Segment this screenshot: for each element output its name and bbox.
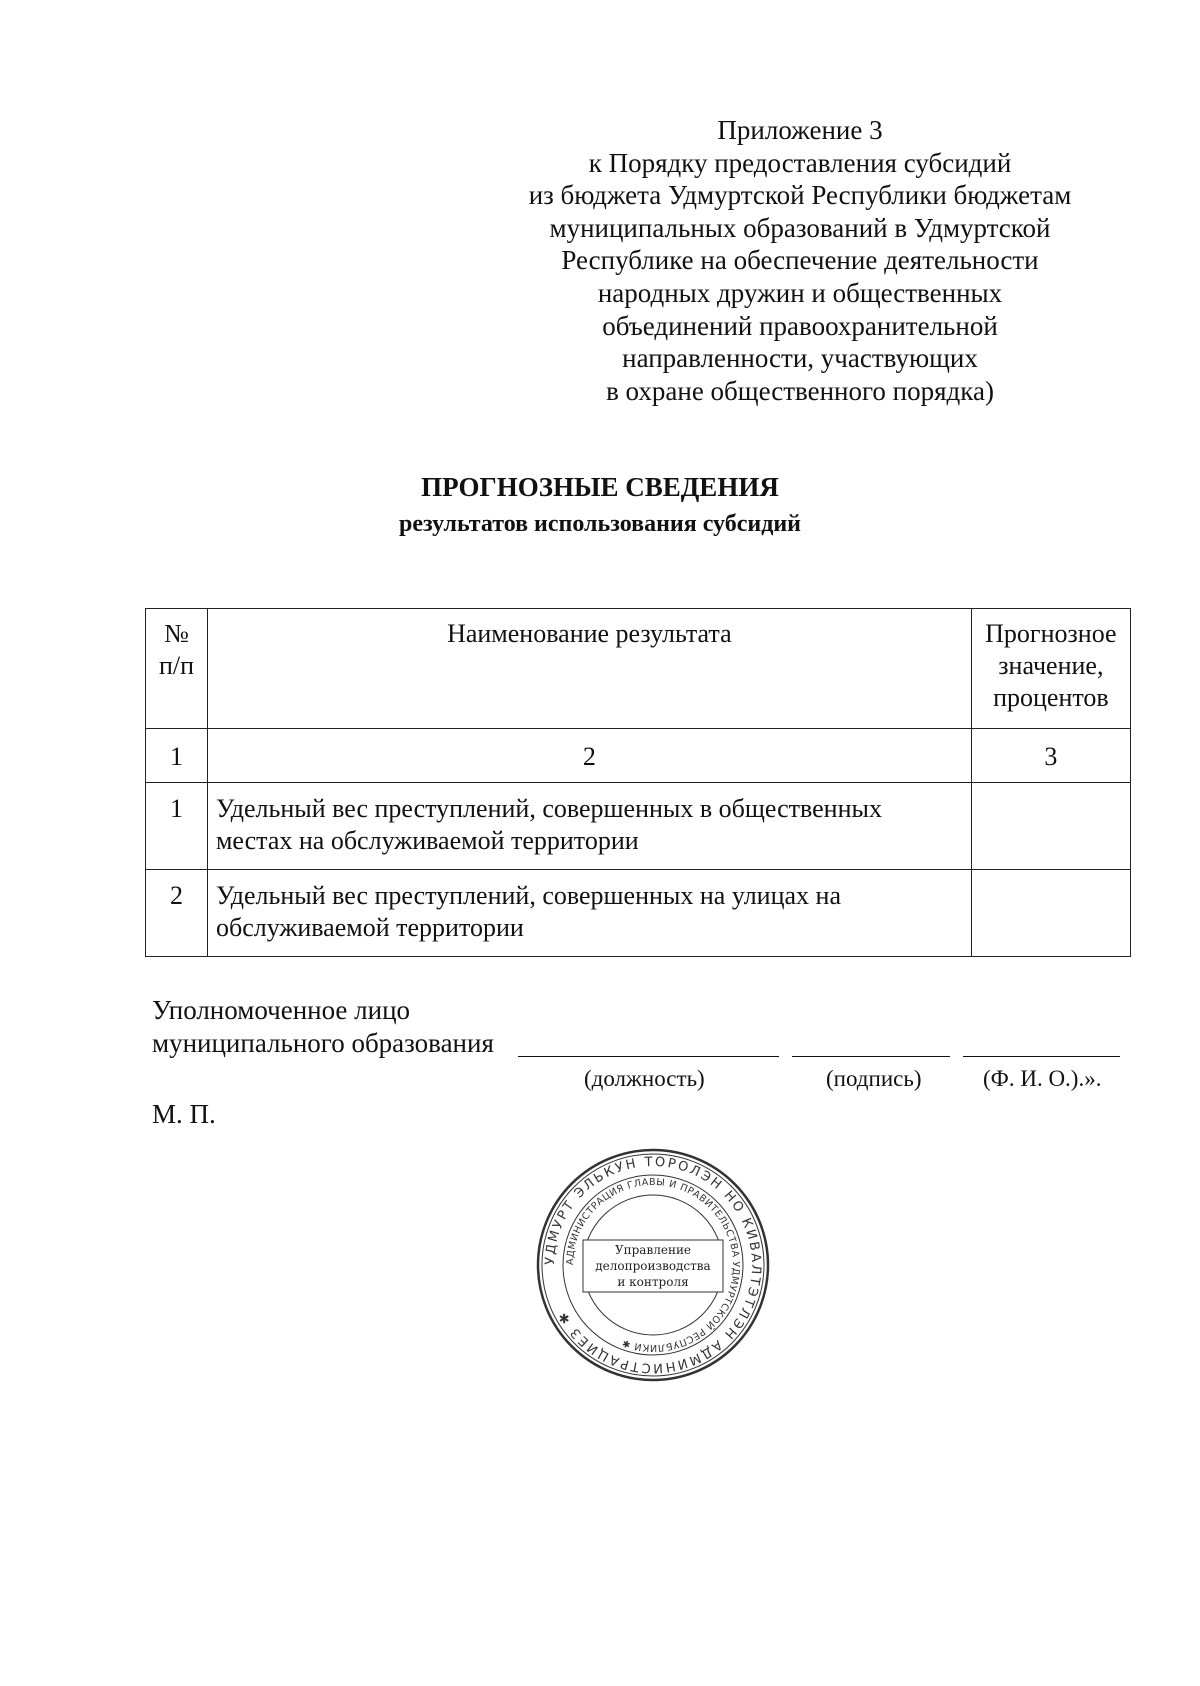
- stamp-inner-text: АДМИНИСТРАЦИЯ ГЛАВЫ И ПРАВИТЕЛЬСТВА УДМУРТСКОЙ РЕСПУБЛИКИ ✱: [564, 1176, 742, 1354]
- seal-place-label: М. П.: [152, 1099, 216, 1129]
- header-value-line: процентов: [993, 683, 1109, 712]
- appendix-line: к Порядку предоставления субсидий: [588, 147, 1012, 178]
- stamp-outer-text: УДМУРТ ЭЛЬКУН ТОРОЛЭН НО КИВАЛТЭТЛЭН АДМИНИСТРАЦИЕЗ ✱: [542, 1154, 764, 1376]
- row-number: 2: [146, 870, 208, 957]
- table-header-row: [146, 609, 1131, 729]
- authorized-line: Уполномоченное лицо: [152, 995, 411, 1025]
- position-caption: (должность): [584, 1066, 705, 1091]
- appendix-line: муниципальных образований в Удмуртской: [549, 212, 1051, 243]
- row-name-line: Удельный вес преступлений, совершенных в общественных: [215, 794, 882, 823]
- signature-line: [792, 1056, 950, 1057]
- row-number: 1: [146, 783, 208, 870]
- appendix-line: Приложение 3: [717, 115, 883, 145]
- row-name-line: обслуживаемой территории: [215, 913, 524, 942]
- stamp-center-line: и контроля: [617, 1275, 689, 1289]
- appendix-line: направленности, участвующих: [622, 343, 978, 374]
- document-title: ПРОГНОЗНЫЕ СВЕДЕНИЯ: [421, 472, 779, 502]
- column-number: 2: [207, 729, 971, 783]
- column-number-row: [146, 729, 1131, 783]
- header-name: Наименование результата: [447, 619, 732, 648]
- table-row: [146, 870, 1131, 957]
- stamp-center-line: Управление: [614, 1243, 692, 1257]
- row-name-cell: [207, 783, 971, 870]
- row-value: [971, 783, 1130, 870]
- column-number: 1: [146, 729, 208, 783]
- authorized-person-label: [152, 994, 494, 1060]
- table-row: [146, 783, 1131, 870]
- appendix-line: из бюджета Удмуртской Республики бюджетам: [528, 180, 1072, 211]
- appendix-header: [500, 114, 1100, 407]
- stamp-center-line: делопроизводства: [595, 1259, 711, 1273]
- results-table: [145, 608, 1131, 957]
- row-value: [971, 870, 1130, 957]
- column-number: 3: [971, 729, 1130, 783]
- header-num-cell: [146, 609, 208, 729]
- authorized-line: муниципального образования: [152, 1028, 494, 1058]
- appendix-line: объединений правоохранительной: [602, 310, 998, 341]
- appendix-line: народных дружин и общественных: [597, 277, 1003, 308]
- header-value-line: значение,: [998, 651, 1104, 680]
- row-name-cell: [207, 870, 971, 957]
- appendix-line: в охране общественного порядка): [606, 375, 994, 406]
- official-stamp: [536, 1148, 770, 1382]
- header-num-line: п/п: [158, 651, 195, 680]
- full-name-signature-line: [963, 1056, 1120, 1057]
- header-num-line: №: [164, 619, 189, 648]
- signature-caption: (подпись): [826, 1066, 922, 1091]
- position-signature-line: [518, 1056, 779, 1057]
- header-name-cell: [207, 609, 971, 729]
- full-name-caption: (Ф. И. О.).».: [983, 1066, 1102, 1091]
- row-name-line: Удельный вес преступлений, совершенных на улицах на: [215, 881, 841, 910]
- header-value-line: Прогнозное: [985, 619, 1117, 648]
- row-name-line: местах на обслуживаемой территории: [215, 826, 639, 855]
- document-subtitle: результатов использования субсидий: [398, 511, 802, 537]
- appendix-line: Республике на обеспечение деятельности: [561, 245, 1039, 276]
- header-value-cell: [971, 609, 1130, 729]
